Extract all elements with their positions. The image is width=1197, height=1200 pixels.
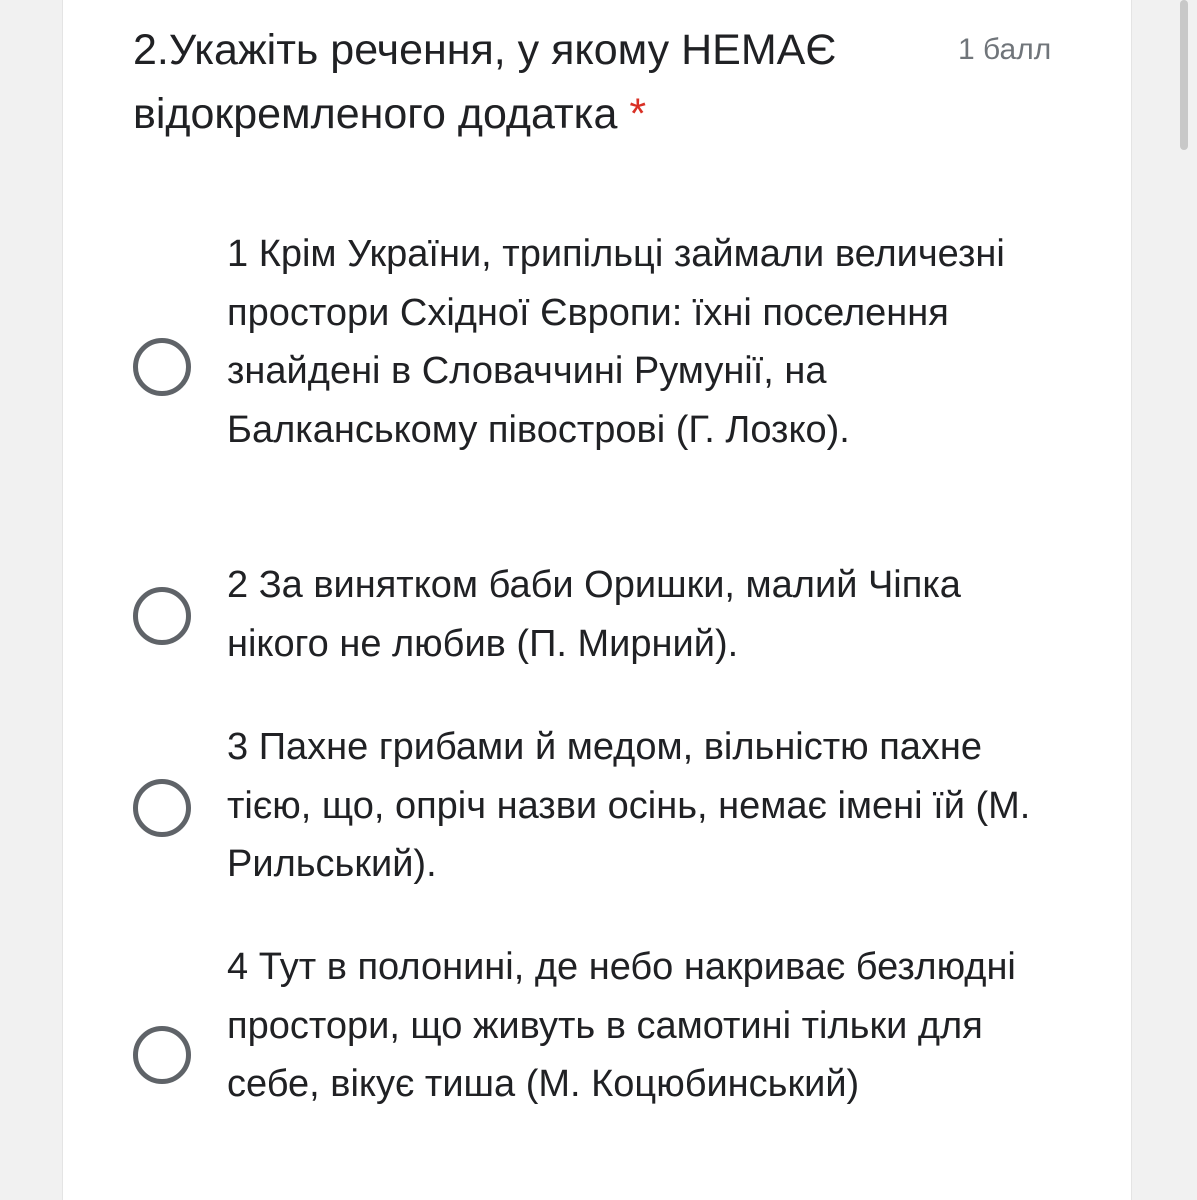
option-2-text: 2 За винятком баби Оришки, малий Чіпка нікого не любив (П. Мирний). <box>227 564 961 665</box>
scrollbar-thumb[interactable] <box>1180 0 1188 150</box>
question-title <box>133 18 923 146</box>
radio-button-4[interactable] <box>133 1026 191 1084</box>
question-card <box>62 0 1132 1200</box>
option-4-text: 4 Тут в полонині, де небо накриває безлюдні простори, що живуть в самотині тільки для себе, вікує тиша (М. Коцюбинський) <box>227 946 1016 1105</box>
required-asterisk: * <box>629 90 647 138</box>
radio-button-1[interactable] <box>133 338 191 396</box>
radio-button-2[interactable] <box>133 587 191 645</box>
points-label: 1 балл <box>958 33 1052 66</box>
question-title-text: 2.Укажіть речення, у якому НЕМАЄ відокремленого додатка <box>133 26 837 138</box>
option-1-text: 1 Крім України, трипільці займали величезні простори Східної Європи: їхні поселення знайдені в Словаччині Румунії, на Балканському півострові (Г. Лозко). <box>227 233 1005 451</box>
option-3-text: 3 Пахне грибами й медом, вільністю пахне тією, що, опріч назви осінь, немає імені їй (М. Рильський). <box>227 726 1031 885</box>
radio-button-3[interactable] <box>133 779 191 837</box>
